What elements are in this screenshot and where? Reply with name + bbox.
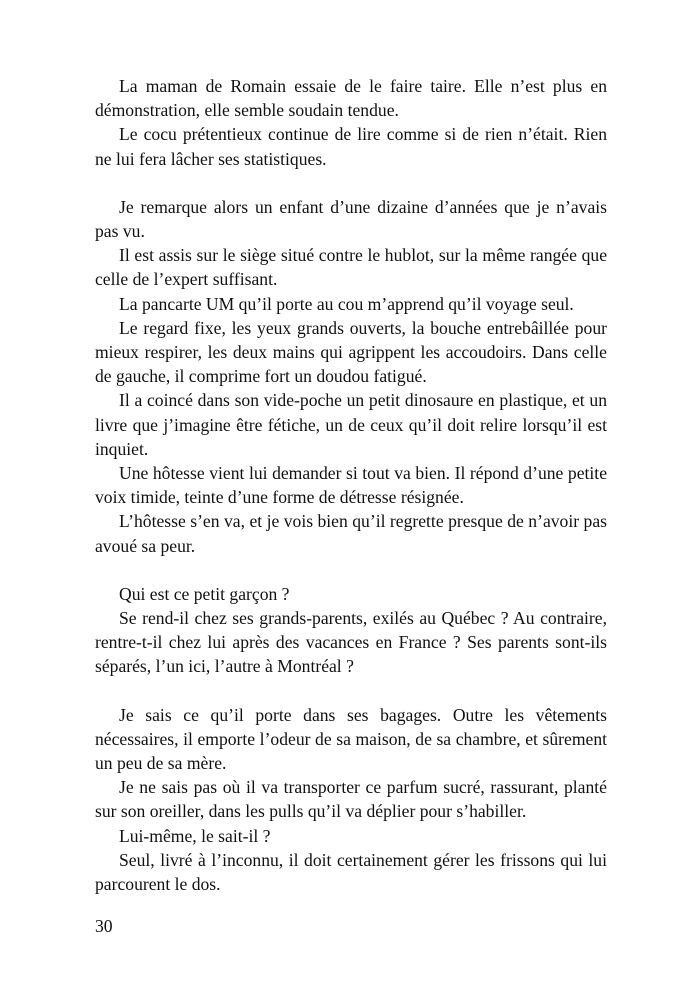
paragraph: L’hôtesse s’en va, et je vois bien qu’il regrette presque de n’avoir pas avoué sa peur.: [95, 511, 607, 556]
paragraph: Le regard fixe, les yeux grands ouverts, la bouche entrebâillée pour mieux respirer, les deux mains qui agrippent les accoudoirs. Dans celle de gauche, il comprime fort un doudou fatigué.: [95, 317, 607, 387]
paragraph: Je ne sais pas où il va transporter ce parfum sucré, rassurant, planté sur son oreiller, dans les pulls qu’il va déplier pour s’habiller.: [95, 777, 607, 822]
block-2: [95, 195, 607, 558]
section-gap: [95, 558, 607, 582]
page-body: [95, 74, 607, 896]
paragraph: Seul, livré à l’inconnu, il doit certainement gérer les frissons qui lui parcourent le dos.: [95, 849, 607, 895]
paragraph: Une hôtesse vient lui demander si tout va bien. Il répond d’une petite voix timide, teinte d’une forme de détresse résignée.: [95, 463, 607, 508]
section-gap: [95, 679, 607, 703]
block-1: [95, 74, 607, 171]
paragraph: Je remarque alors un enfant d’une dizaine d’années que je n’avais pas vu.: [95, 196, 607, 242]
paragraph: La maman de Romain essaie de le faire taire. Elle n’est plus en démonstration, elle semble soudain tendue.: [95, 76, 607, 121]
paragraph: Le cocu prétentieux continue de lire comme si de rien n’était. Rien ne lui fera lâcher ses statistiques.: [95, 124, 607, 169]
block-3: [95, 582, 607, 679]
paragraph: Qui est ce petit garçon ?: [119, 583, 290, 604]
section-gap: [95, 171, 607, 195]
paragraph: Lui-même, le sait-il ?: [119, 825, 271, 846]
paragraph: Je sais ce qu’il porte dans ses bagages. Outre les vêtements nécessaires, il emporte l’odeur de sa maison, de sa chambre, et sûrement un peu de sa mère.: [95, 704, 607, 774]
paragraph: Il a coincé dans son vide-poche un petit dinosaure en plastique, et un livre que j’imagine être fétiche, un de ceux qu’il doit relire lorsqu’il est inquiet.: [95, 390, 607, 459]
paragraph: La pancarte UM qu’il porte au cou m’apprend qu’il voyage seul.: [119, 293, 574, 314]
paragraph: Il est assis sur le siège situé contre le hublot, sur la même rangée que celle de l’expert suffisant.: [95, 245, 607, 290]
page-number: 30: [95, 916, 113, 936]
block-4: [95, 703, 607, 897]
paragraph: Se rend-il chez ses grands-parents, exilés au Québec ? Au contraire, rentre-t-il chez lui après des vacances en France ? Ses parents sont-ils séparés, l’un ici, l’autre à Montréal ?: [95, 608, 607, 677]
